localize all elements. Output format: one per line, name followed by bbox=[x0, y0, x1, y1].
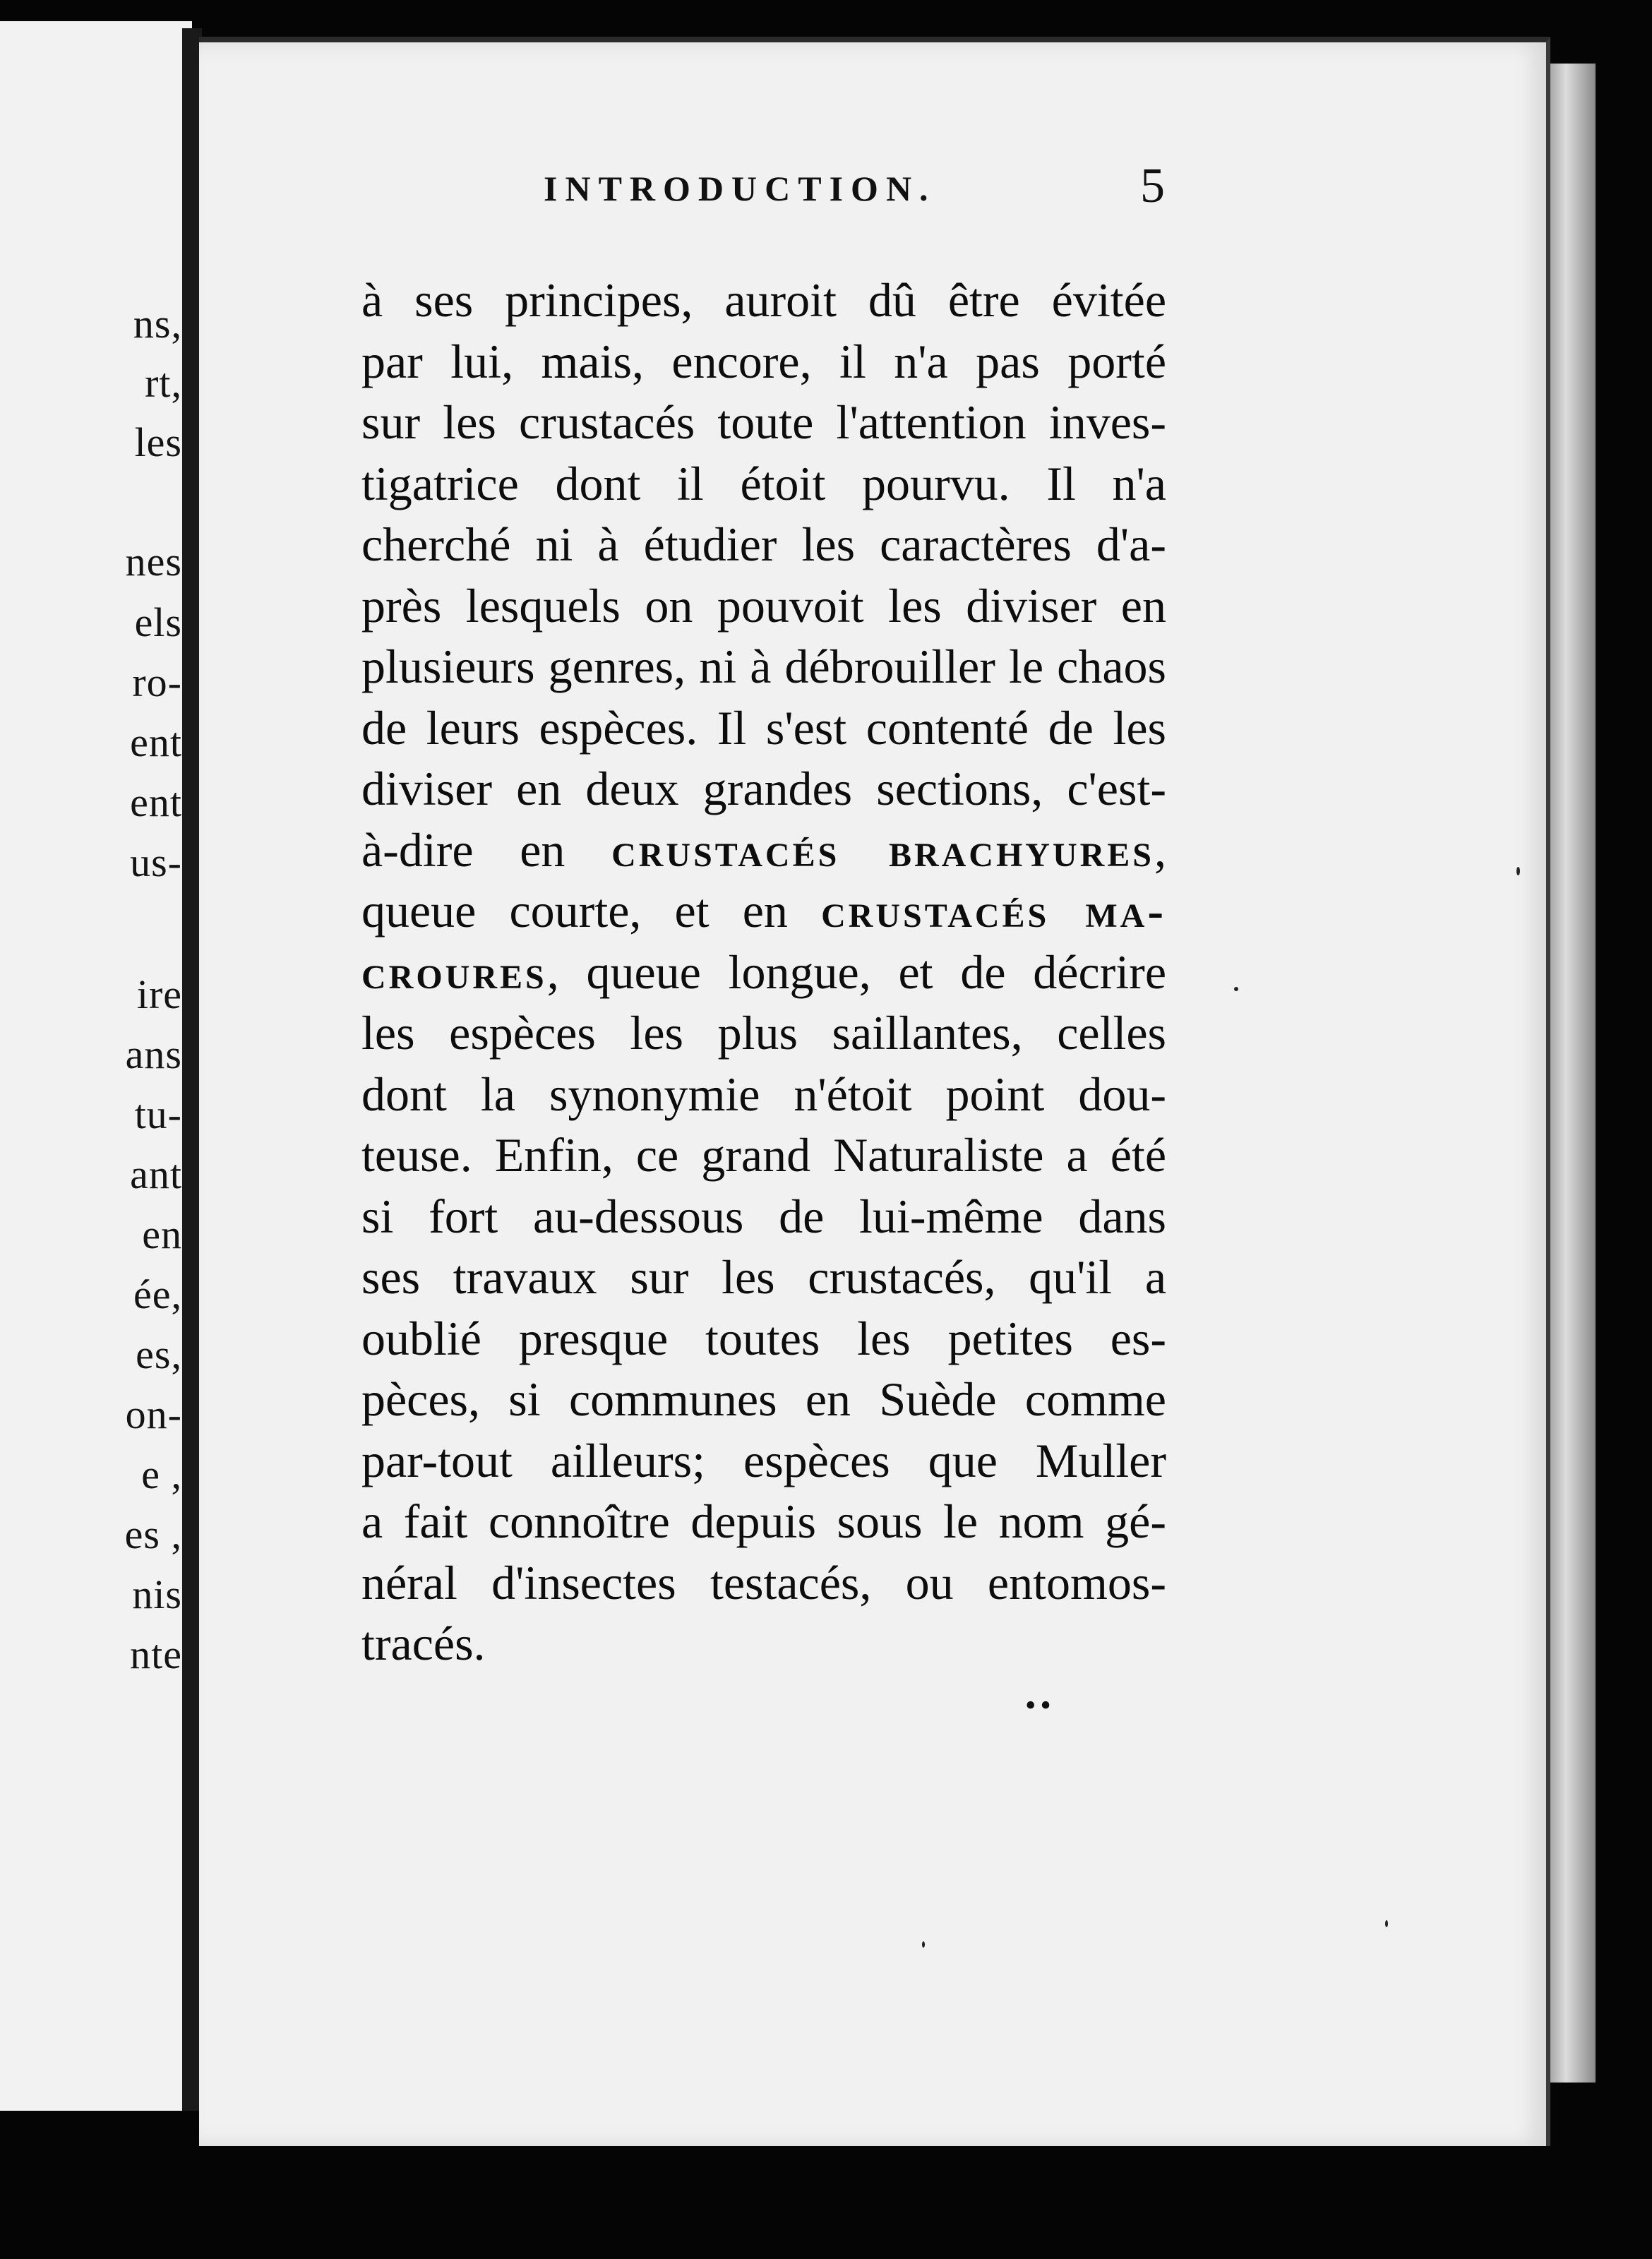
left-page-line: les bbox=[134, 419, 182, 465]
left-page-line: ant bbox=[130, 1151, 182, 1197]
signature-mark: •• bbox=[1025, 1688, 1055, 1722]
text-run: , bbox=[1154, 822, 1166, 877]
text-line: près lesquels on pouvoit les diviser en bbox=[361, 578, 1166, 633]
paper-speck bbox=[1516, 867, 1520, 875]
left-page-line: ée, bbox=[133, 1271, 182, 1317]
left-page-line: ans bbox=[125, 1031, 182, 1077]
paper-speck bbox=[1385, 1920, 1388, 1927]
text-line: dont la synonymie n'étoit point dou- bbox=[361, 1067, 1166, 1121]
text-line: néral d'insectes testacés, ou entomos- bbox=[361, 1555, 1166, 1610]
left-page-line: ent bbox=[130, 719, 182, 765]
left-page-line: els bbox=[134, 599, 182, 645]
small-caps-term: crustacés ma- bbox=[821, 884, 1166, 937]
left-page-line: us- bbox=[130, 839, 182, 885]
page-header bbox=[332, 159, 1165, 224]
left-page-line: on- bbox=[125, 1391, 182, 1437]
left-page-line: ns, bbox=[133, 301, 182, 347]
text-line: plusieurs genres, ni à débrouiller le chaos bbox=[361, 640, 1166, 693]
small-caps-term: crustacés brachyures bbox=[611, 822, 1154, 877]
left-page-line: tu- bbox=[134, 1091, 182, 1137]
small-caps-term: croures bbox=[361, 945, 547, 999]
text-line: par lui, mais, encore, il n'a pas porté bbox=[361, 334, 1166, 388]
text-line: ses travaux sur les crustacés, qu'il a bbox=[361, 1250, 1166, 1304]
page-edge bbox=[1546, 64, 1596, 2083]
text-line: de leurs espèces. Il s'est contenté de les bbox=[361, 700, 1166, 755]
text-run: queue courte, et en bbox=[361, 884, 822, 937]
text-line: sur les crustacés toute l'attention inves- bbox=[361, 395, 1166, 449]
text-line: oublié presque toutes les petites es- bbox=[361, 1311, 1166, 1365]
text-line: si fort au-dessous de lui-même dans bbox=[361, 1189, 1166, 1243]
text-line: tracés. bbox=[361, 1617, 486, 1670]
running-head: INTRODUCTION. bbox=[544, 169, 936, 208]
left-page-line: nis bbox=[132, 1571, 182, 1617]
page-number: 5 bbox=[1140, 159, 1165, 213]
text-line: diviser en deux grandes sections, c'est- bbox=[361, 762, 1166, 815]
left-page-line: ire bbox=[136, 971, 182, 1017]
left-page-line: es , bbox=[124, 1511, 182, 1557]
text-line: cherché ni à étudier les caractères d'a- bbox=[361, 517, 1166, 571]
text-line: par-tout ailleurs; espèces que Muller bbox=[361, 1433, 1166, 1487]
previous-page-fragment bbox=[0, 21, 192, 2111]
left-page-line: ent bbox=[130, 779, 182, 825]
text-line: tigatrice dont il étoit pourvu. Il n'a bbox=[361, 456, 1166, 510]
text-line: pèces, si communes en Suède comme bbox=[361, 1372, 1166, 1426]
text-line: les espèces les plus saillantes, celles bbox=[361, 1006, 1166, 1060]
text-line bbox=[361, 880, 1166, 942]
left-page-line: rt, bbox=[145, 360, 182, 406]
paper-speck bbox=[922, 1941, 925, 1948]
text-line: a fait connoître depuis sous le nom gé- bbox=[361, 1494, 1166, 1548]
text-run: à-dire en bbox=[361, 822, 612, 877]
left-page-line: ro- bbox=[132, 659, 182, 705]
text-line bbox=[361, 942, 1166, 1003]
text-line: à ses principes, auroit dû être évitée bbox=[361, 273, 1166, 327]
paper-speck bbox=[1234, 987, 1238, 991]
body-text bbox=[361, 270, 1166, 1674]
text-line bbox=[361, 820, 1166, 881]
left-page-line: es, bbox=[136, 1331, 182, 1377]
text-line: teuse. Enfin, ce grand Naturaliste a été bbox=[361, 1128, 1166, 1182]
left-page-line: nte bbox=[130, 1631, 182, 1677]
left-page-line: e , bbox=[141, 1451, 182, 1497]
left-page-line: nes bbox=[125, 539, 182, 585]
left-page-line: en bbox=[142, 1211, 182, 1257]
text-run: , queue longue, et de décrire bbox=[546, 945, 1166, 999]
